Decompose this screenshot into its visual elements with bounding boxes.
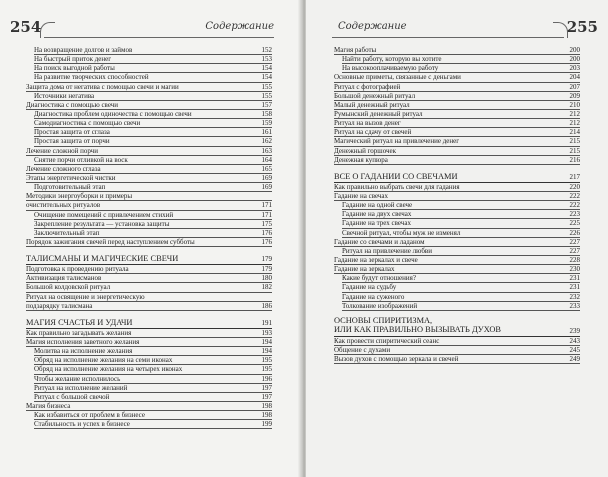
toc-entry xyxy=(334,283,580,292)
toc-entry-page: 154 xyxy=(261,73,272,82)
toc-entry-rule xyxy=(26,310,272,311)
toc-entry xyxy=(26,402,272,411)
toc-entry xyxy=(334,355,580,364)
toc-entry xyxy=(26,238,272,247)
toc-entry-title: Снятие порчи отливкой на воск xyxy=(34,155,128,164)
toc-entry-page: 186 xyxy=(261,301,272,310)
toc-entry-page: 195 xyxy=(261,365,272,374)
toc-entry-title: Свечной ритуал, чтобы муж не изменял xyxy=(342,228,461,237)
toc-entry-page: 212 xyxy=(569,119,580,128)
toc-entry xyxy=(26,64,272,73)
toc-entry-page: 159 xyxy=(261,119,272,128)
toc-entry xyxy=(334,256,580,265)
toc-entry-page: 204 xyxy=(569,73,580,82)
toc-entry xyxy=(26,229,272,238)
toc-entry-page: 194 xyxy=(261,347,272,356)
toc-entry-title: Ритуал на исполнение желаний xyxy=(34,383,128,392)
toc-section-heading xyxy=(26,252,272,265)
toc-entry xyxy=(26,46,272,55)
toc-entry-title: Ритуал на освящение и энергетическую xyxy=(26,292,145,301)
toc-entry-title: Магический ритуал на привлечение денег xyxy=(334,137,460,146)
toc-entry-page: 225 xyxy=(569,219,580,228)
section-page: 239 xyxy=(569,326,580,335)
toc-entry-page: 193 xyxy=(261,328,272,337)
toc-entry-page: 164 xyxy=(261,155,272,164)
toc-entry xyxy=(26,375,272,384)
toc-entry-page: 222 xyxy=(569,191,580,200)
toc-entry-title: Ритуал на вызов денег xyxy=(334,119,401,128)
toc-entry-title: На высокооплачиваемую работу xyxy=(342,64,439,73)
toc-entry xyxy=(334,229,580,238)
toc-entry xyxy=(334,302,580,311)
section-title: ТАЛИСМАНЫ И МАГИЧЕСКИЕ СВЕЧИ xyxy=(26,254,179,264)
toc-entry xyxy=(334,265,580,274)
toc-entry-title: Денежный горшочек xyxy=(334,146,397,155)
toc-entry-title: Ритуал с фотографией xyxy=(334,82,401,91)
toc-entry-title: Очищение помещений с привлечением стихий xyxy=(34,210,174,219)
toc-entry-title: Гадание на зеркалах и свече xyxy=(334,255,418,264)
toc-entry-title: Гадание на одной свече xyxy=(342,201,413,210)
toc-entry-page: 203 xyxy=(569,64,580,73)
toc-entry-title: Магия бизнеса xyxy=(26,401,71,410)
toc-entry xyxy=(334,92,580,101)
toc-entry-page: 171 xyxy=(261,201,272,210)
toc-section-heading xyxy=(26,316,272,329)
toc-entry-title: Гадание на двух свечах xyxy=(342,210,412,219)
header-ornament xyxy=(40,22,55,38)
toc-entry xyxy=(26,384,272,393)
toc-entry-title: Денежная купюра xyxy=(334,155,388,164)
toc-entry xyxy=(334,274,580,283)
toc-entry-title: Гадание на суженого xyxy=(342,292,405,301)
toc-entry-title: Найти работу, которую вы хотите xyxy=(342,55,442,64)
toc-entry-title: Лечение сложной порчи xyxy=(26,146,98,155)
toc-section-heading xyxy=(334,316,580,337)
toc-entry-title: Подготовка к проведению ритуала xyxy=(26,265,129,274)
toc-entry xyxy=(26,165,272,174)
toc-entry xyxy=(26,101,272,110)
toc-entry-page: 197 xyxy=(261,383,272,392)
toc-entry xyxy=(26,393,272,402)
toc-entry xyxy=(26,83,272,92)
toc-entry-page: 226 xyxy=(569,228,580,237)
toc-entry-title: Обряд на исполнение желания на семи иконах xyxy=(34,356,173,365)
toc-entry-title: Магия работы xyxy=(334,46,377,54)
toc-entry-title: Простая защита от сглаза xyxy=(34,128,110,137)
toc-entry-title: Как правильно выбрать свечи для гадания xyxy=(334,182,460,191)
toc-entry-title: Стабильность и успех в бизнесе xyxy=(34,420,130,429)
toc-entry-title: Как избавиться от проблем в бизнесе xyxy=(34,411,145,420)
toc-entry-title: Малый денежный ритуал xyxy=(334,100,410,109)
toc-entry-page: 163 xyxy=(261,146,272,155)
toc-entry-title: Гадание на судьбу xyxy=(342,283,397,292)
toc-entry xyxy=(334,128,580,137)
toc-entry-page: 227 xyxy=(569,246,580,255)
toc-entry xyxy=(334,183,580,192)
toc-entry-page: 155 xyxy=(261,82,272,91)
toc-entry xyxy=(26,411,272,420)
left-page xyxy=(0,0,302,477)
section-title: ВСЕ О ГАДАНИИ СО СВЕЧАМИ xyxy=(334,171,458,181)
toc-entry xyxy=(26,274,272,283)
toc-entry-page: 196 xyxy=(261,374,272,383)
toc-entry-title: Ритуал с большой свечой xyxy=(34,392,110,401)
toc-entry xyxy=(26,302,272,311)
toc-entry xyxy=(26,329,272,338)
toc-entry-page: 207 xyxy=(569,82,580,91)
toc-entry-title: Диагностика с помощью свечи xyxy=(26,100,119,109)
right-page xyxy=(306,0,608,477)
toc-entry-title: Молитва на исполнение желания xyxy=(34,347,133,356)
toc-entry-page: 180 xyxy=(261,274,272,283)
toc-entry-page: 200 xyxy=(569,46,580,54)
toc-entry-title: Источники негатива xyxy=(34,91,95,100)
toc-entry xyxy=(334,147,580,156)
toc-entry-page: 245 xyxy=(569,345,580,354)
toc-entry xyxy=(334,337,580,346)
toc-entry-page: 215 xyxy=(569,137,580,146)
toc-entry-page: 209 xyxy=(569,91,580,100)
left-page-header xyxy=(10,16,274,38)
toc-entry-title: Как правильно загадывать желания xyxy=(26,328,132,337)
toc-entry xyxy=(26,211,272,220)
toc-entry xyxy=(334,346,580,355)
section-title xyxy=(334,316,501,335)
toc-entry-page: 176 xyxy=(261,237,272,246)
toc-entry-page: 198 xyxy=(261,401,272,410)
toc-entry-title: На поиск выгодной работы xyxy=(34,64,115,73)
toc-entry-page: 231 xyxy=(569,283,580,292)
page-number: 255 xyxy=(566,18,598,36)
section-page: 179 xyxy=(261,255,272,264)
toc-entry xyxy=(26,283,272,292)
toc-entry xyxy=(26,156,272,165)
toc-entry xyxy=(334,238,580,247)
toc-entry-page: 169 xyxy=(261,173,272,182)
toc-entry xyxy=(334,156,580,165)
toc-entry xyxy=(334,73,580,82)
toc-entry-page: 171 xyxy=(261,210,272,219)
toc-entry-title: Вызов духов с помощью зеркала и свечей xyxy=(334,355,459,364)
toc-entry xyxy=(26,119,272,128)
toc-entry-title: Магия исполнения заветного желания xyxy=(26,337,140,346)
toc-entry-title: Обряд на исполнение желания на четырех иконах xyxy=(34,365,183,374)
toc-entry xyxy=(26,183,272,192)
toc-entry xyxy=(334,192,580,201)
toc-entry-rule xyxy=(34,428,272,429)
toc-entry xyxy=(26,265,272,274)
toc-entry xyxy=(26,192,272,201)
table-of-contents-left xyxy=(26,46,272,429)
toc-entry-title: Ритуал на сдачу от свечей xyxy=(334,128,412,137)
toc-entry-title: Лечение сложного сглаза xyxy=(26,164,101,173)
toc-entry-title: Подготовительный этап xyxy=(34,183,106,192)
toc-entry-page: 155 xyxy=(261,91,272,100)
toc-entry-title: Какие будут отношения? xyxy=(342,274,416,283)
toc-entry-title: Основные приметы, связанные с деньгами xyxy=(334,73,461,82)
toc-entry-title: Диагностика проблем одиночества с помощью свечи xyxy=(34,109,192,118)
toc-entry xyxy=(26,92,272,101)
toc-entry-title: Гадание со свечами и ладаном xyxy=(334,237,425,246)
toc-entry-page: 200 xyxy=(569,55,580,64)
toc-entry xyxy=(334,83,580,92)
toc-entry xyxy=(26,55,272,64)
section-title: МАГИЯ СЧАСТЬЯ И УДАЧИ xyxy=(26,317,133,327)
toc-entry-page: 152 xyxy=(261,46,272,54)
toc-entry-title: Гадание на трех свечах xyxy=(342,219,411,228)
toc-entry-page: 175 xyxy=(261,219,272,228)
toc-entry-title: Этапы энергетической чистки xyxy=(26,173,116,182)
toc-entry-page: 153 xyxy=(261,55,272,64)
toc-entry xyxy=(334,64,580,73)
toc-entry-page: 228 xyxy=(569,255,580,264)
table-of-contents-right xyxy=(334,46,580,364)
toc-entry-title: Заключительный этап xyxy=(34,228,100,237)
toc-entry-page: 215 xyxy=(569,146,580,155)
toc-entry-page: 154 xyxy=(261,64,272,73)
section-page: 191 xyxy=(261,318,272,327)
toc-entry-page: 214 xyxy=(569,128,580,137)
toc-entry-title: Большой денежный ритуал xyxy=(334,91,416,100)
toc-entry-page: 220 xyxy=(569,182,580,191)
toc-entry-page: 161 xyxy=(261,128,272,137)
toc-entry xyxy=(334,293,580,302)
toc-entry-page: 157 xyxy=(261,100,272,109)
toc-entry-page: 182 xyxy=(261,283,272,292)
toc-entry-title: Защита дома от негатива с помощью свечи и магии xyxy=(26,82,179,91)
toc-entry xyxy=(26,420,272,429)
toc-entry-title: очистительных ритуалов xyxy=(26,201,101,210)
section-title-line: ИЛИ КАК ПРАВИЛЬНО ВЫЗЫВАТЬ ДУХОВ xyxy=(334,325,501,335)
toc-entry-title: Румынский денежный ритуал xyxy=(334,109,423,118)
toc-entry xyxy=(26,356,272,365)
toc-entry xyxy=(26,174,272,183)
toc-entry xyxy=(26,347,272,356)
toc-entry-page: 169 xyxy=(261,183,272,192)
toc-entry xyxy=(26,137,272,146)
toc-entry-page: 216 xyxy=(569,155,580,164)
toc-entry-title: Простая защита от порчи xyxy=(34,137,110,146)
toc-entry xyxy=(334,247,580,256)
toc-entry xyxy=(334,101,580,110)
toc-entry-title: Общение с духами xyxy=(334,345,391,354)
toc-entry-page: 223 xyxy=(569,210,580,219)
toc-entry-page: 212 xyxy=(569,109,580,118)
toc-entry-page: 243 xyxy=(569,336,580,345)
toc-entry xyxy=(334,201,580,210)
toc-entry-page: 162 xyxy=(261,137,272,146)
toc-entry-page: 249 xyxy=(569,355,580,364)
toc-entry-page: 230 xyxy=(569,265,580,274)
toc-entry-title: На возвращение долгов и займов xyxy=(34,46,133,54)
toc-entry-page: 227 xyxy=(569,237,580,246)
toc-entry-page: 194 xyxy=(261,337,272,346)
section-title-line: ОСНОВЫ СПИРИТИЗМА, xyxy=(334,315,433,325)
toc-entry-title: Гадание на свечах xyxy=(334,191,389,200)
toc-section-heading xyxy=(334,170,580,183)
toc-entry-title: Большой колдовской ритуал xyxy=(26,283,111,292)
toc-entry xyxy=(26,338,272,347)
toc-entry-page: 179 xyxy=(261,265,272,274)
toc-entry-title: На развитие творческих способностей xyxy=(34,73,149,82)
toc-entry xyxy=(26,201,272,210)
toc-entry-title: Гадание на зеркалах xyxy=(334,265,395,274)
toc-entry-title: Самодиагностика с помощью свечи xyxy=(34,119,141,128)
toc-entry-title: Методики энергоуборки и примеры xyxy=(26,192,133,201)
toc-entry xyxy=(26,293,272,302)
header-rule xyxy=(332,37,564,38)
toc-entry xyxy=(26,147,272,156)
toc-entry-title: Порядок зажигания свечей перед наступлением субботы xyxy=(26,237,195,246)
toc-entry-rule xyxy=(334,164,580,165)
section-page: 217 xyxy=(569,172,580,181)
toc-entry xyxy=(334,55,580,64)
toc-entry xyxy=(334,119,580,128)
right-page-header xyxy=(332,16,598,38)
toc-entry xyxy=(26,365,272,374)
toc-entry-title: Ритуал на привлечение любви xyxy=(342,246,432,255)
toc-entry-title: Чтобы желание исполнилось xyxy=(34,374,121,383)
toc-entry xyxy=(26,220,272,229)
header-rule xyxy=(44,37,274,38)
toc-entry xyxy=(26,110,272,119)
toc-entry xyxy=(334,46,580,55)
toc-entry xyxy=(26,73,272,82)
toc-entry-title: Закрепление результата — установка защиты xyxy=(34,219,170,228)
toc-entry-page: 232 xyxy=(569,292,580,301)
toc-entry-rule xyxy=(334,363,580,364)
toc-entry-title: подзарядку талисмана xyxy=(26,301,93,310)
toc-entry-title: Как провести спиритический сеанс xyxy=(334,336,440,345)
toc-entry-rule xyxy=(26,246,272,247)
toc-entry-page: 176 xyxy=(261,228,272,237)
toc-entry-title: На быстрый приток денег xyxy=(34,55,112,64)
toc-entry-page: 197 xyxy=(261,392,272,401)
toc-entry-page: 233 xyxy=(569,301,580,310)
running-title: Содержание xyxy=(205,21,274,32)
page-number: 254 xyxy=(10,18,42,36)
toc-entry-page: 195 xyxy=(261,356,272,365)
toc-entry xyxy=(334,219,580,228)
toc-entry-page: 231 xyxy=(569,274,580,283)
toc-entry xyxy=(26,128,272,137)
toc-entry-page: 165 xyxy=(261,164,272,173)
toc-entry-page: 222 xyxy=(569,201,580,210)
toc-entry-page: 210 xyxy=(569,100,580,109)
toc-entry-title: Активизация талисманов xyxy=(26,274,102,283)
toc-entry-page: 198 xyxy=(261,411,272,420)
toc-entry xyxy=(334,110,580,119)
toc-entry xyxy=(334,210,580,219)
toc-entry-page: 199 xyxy=(261,420,272,429)
toc-entry-rule xyxy=(342,310,580,311)
toc-entry xyxy=(334,137,580,146)
toc-entry-page: 158 xyxy=(261,109,272,118)
running-title: Содержание xyxy=(338,21,407,32)
toc-entry-title: Толкование изображений xyxy=(342,301,418,310)
